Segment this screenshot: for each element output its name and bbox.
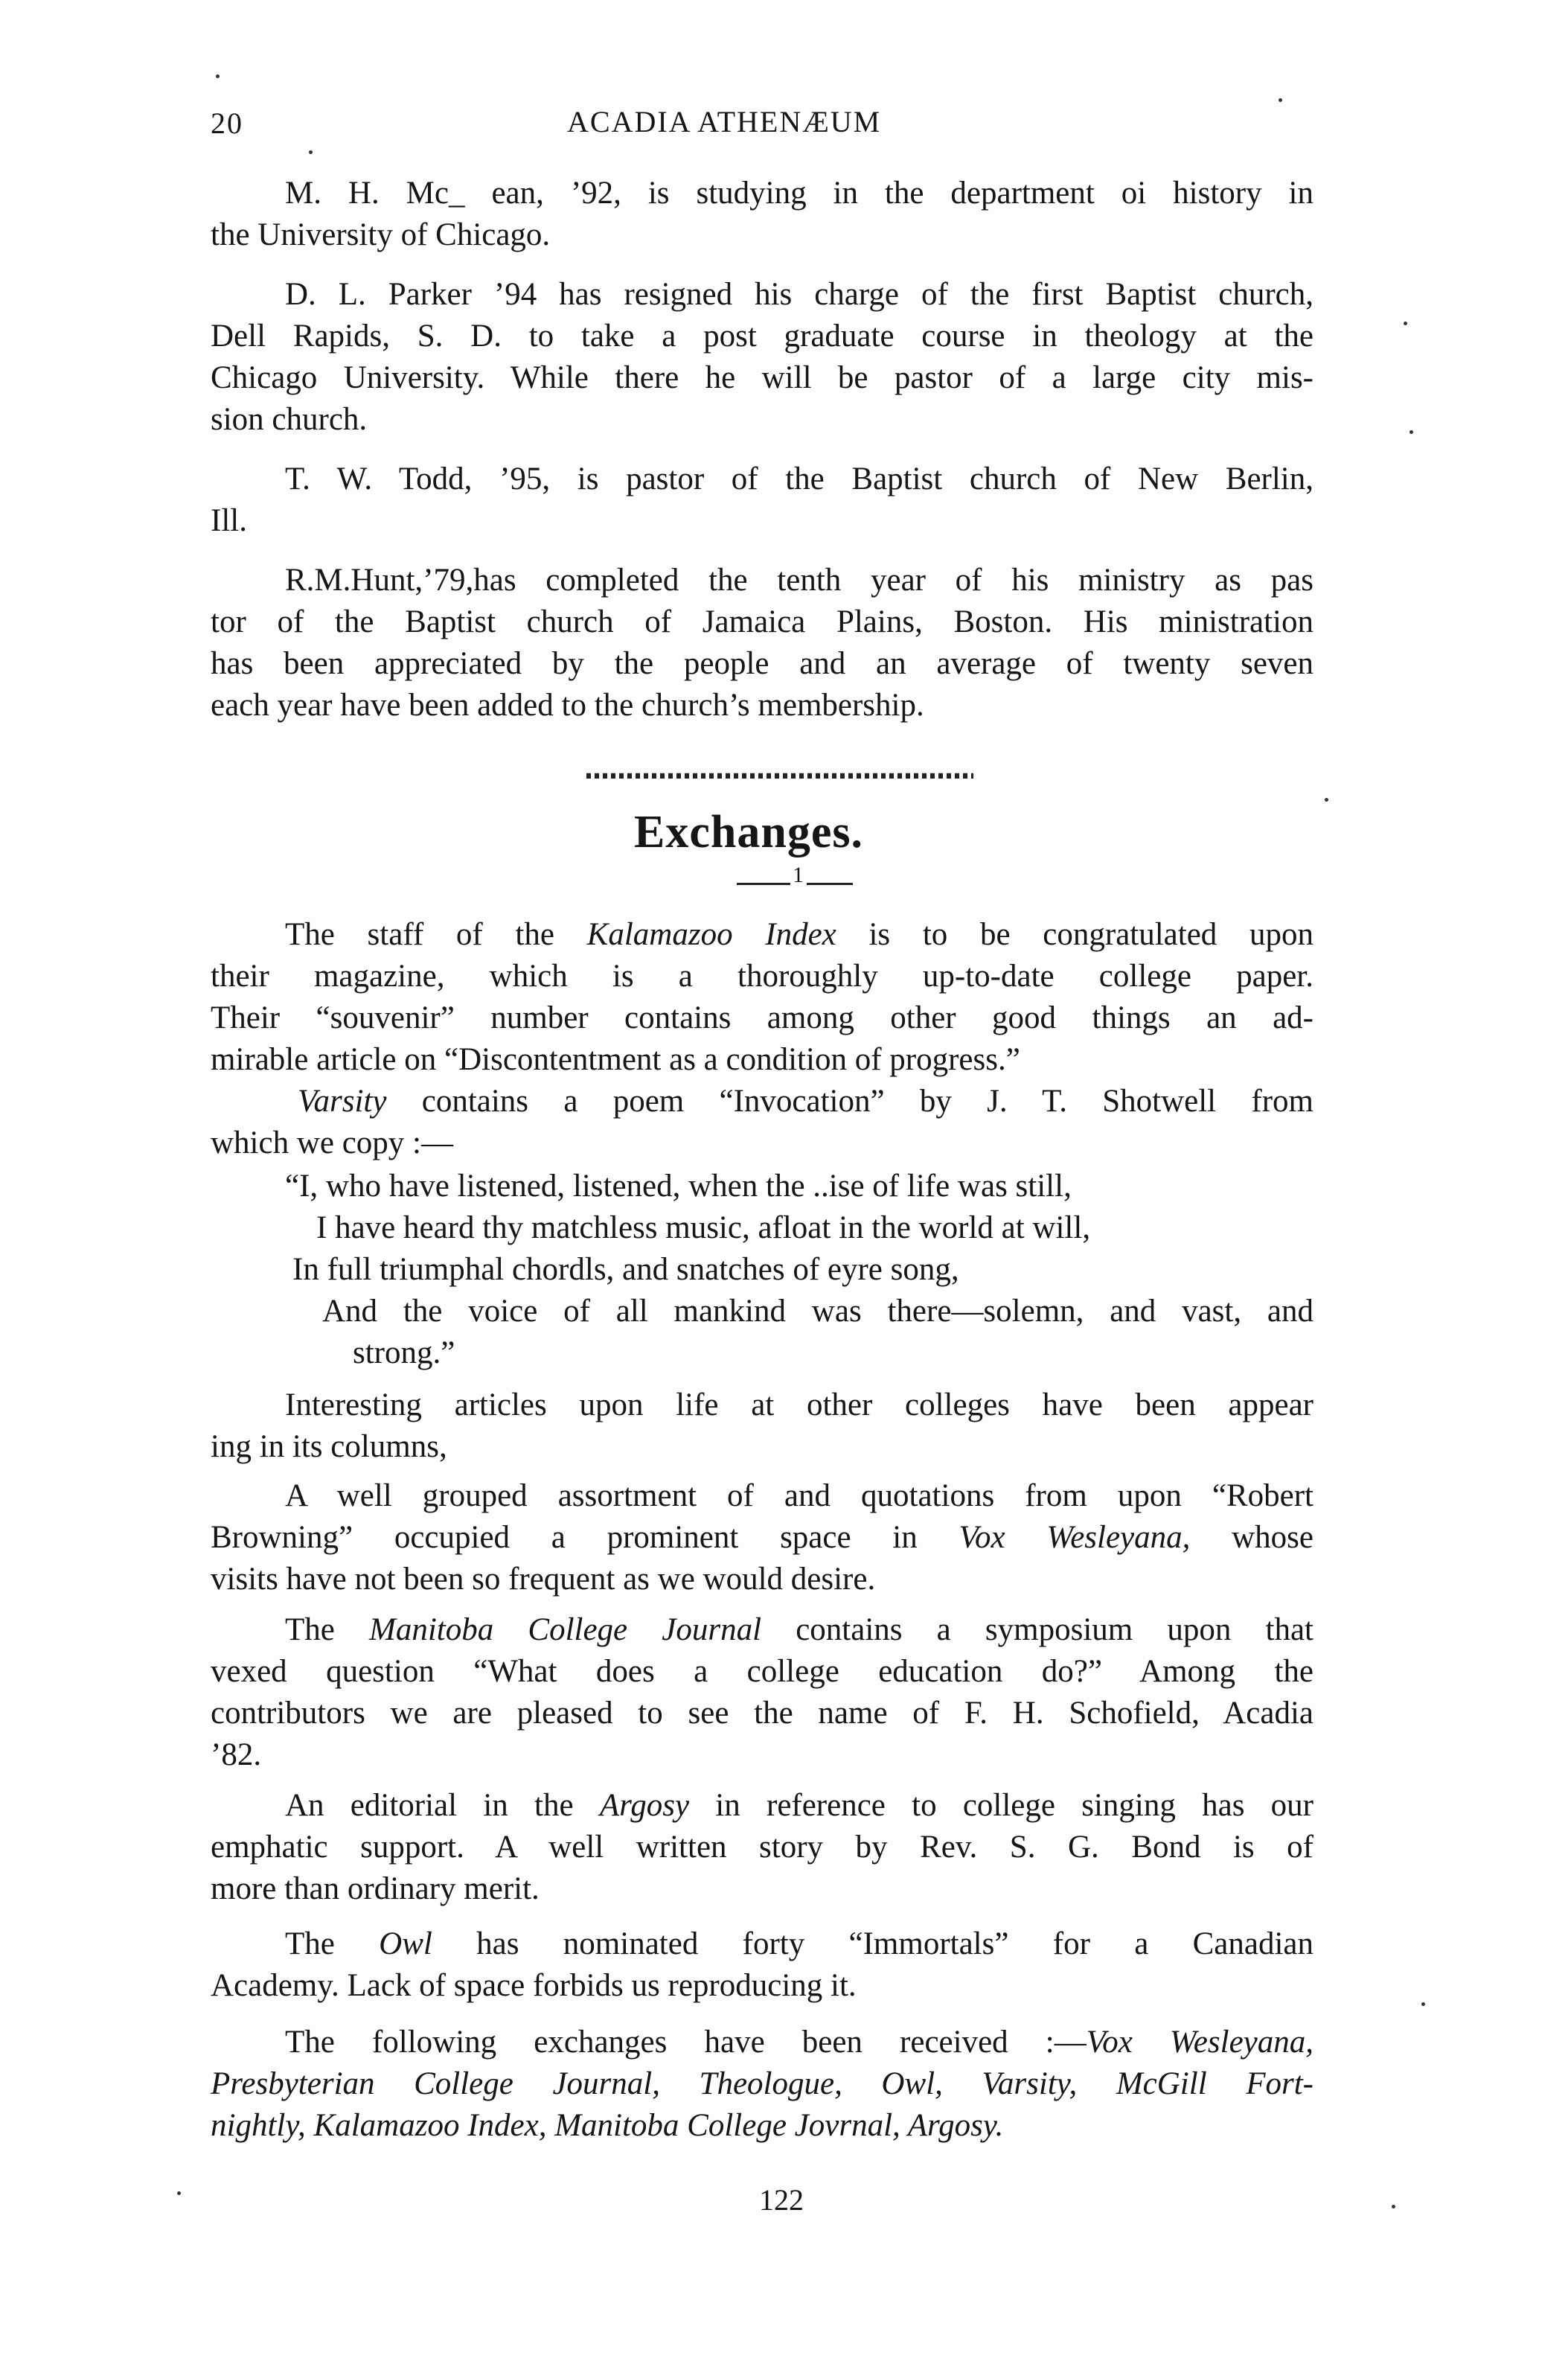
periodical-title: Manitoba College Journal <box>369 1612 762 1647</box>
scan-speck <box>1409 430 1413 434</box>
title-sub-mark: 1 <box>793 863 804 887</box>
text-line: each year have been added to the church’s membership. <box>211 688 924 723</box>
running-title: ACADIA ATHENÆUM <box>567 105 882 138</box>
title-rule-left <box>737 883 790 885</box>
text-line <box>211 2105 1003 2147</box>
text-line <box>211 2063 1313 2105</box>
text-line: T. W. Todd, ’95, is pastor of the Baptist church of New Berlin, <box>285 461 1313 496</box>
poem-line: And the voice of all mankind was there—solemn, and vast, and <box>322 1294 1313 1329</box>
poem-line: “I, who have listened, listened, when the ..ise of life was still, <box>285 1169 1072 1204</box>
scan-speck <box>1279 98 1282 102</box>
poem-line: strong.” <box>353 1335 455 1370</box>
text-line: R.M.Hunt,’79,has completed the tenth year of his ministry as pas <box>285 563 1313 598</box>
periodical-title: Varsity <box>298 1084 387 1119</box>
text-line: The Owl has nominated forty “Immortals” for a Canadian <box>285 1926 1313 1961</box>
section-title: Exchanges. <box>634 807 863 857</box>
scan-speck <box>1421 2002 1425 2006</box>
text-line: The staff of the Kalamazoo Index is to be congratulated upon <box>285 917 1313 952</box>
text-line: The following exchanges have been received :—Vox Wesleyana, <box>285 2025 1313 2060</box>
text-line: Their “souvenir” number contains among other good things an ad- <box>211 1000 1313 1035</box>
text-line: which we copy :— <box>211 1125 454 1160</box>
text-line: contributors we are pleased to see the name of F. H. Schofield, Acadia <box>211 1696 1313 1731</box>
periodical-title: Presbyterian College Journal, Theologue, Owl, Varsity, McGill Fort- <box>211 2066 1313 2101</box>
poem-line: I have heard thy matchless music, afloat in the world at will, <box>316 1210 1091 1245</box>
scan-speck <box>177 2191 181 2195</box>
text-line: Browning” occupied a prominent space in Vox Wesleyana, whose <box>211 1520 1314 1555</box>
text-line: ’82. <box>211 1737 262 1772</box>
text-line: Varsity contains a poem “Invocation” by J. T. Shotwell from <box>298 1084 1313 1119</box>
header-page-number: 20 <box>211 106 243 140</box>
text-line: vexed question “What does a college education do?” Among the <box>211 1654 1313 1689</box>
scan-speck <box>309 150 313 154</box>
periodical-title: Vox Wesleyana, <box>959 1520 1191 1555</box>
scan-speck <box>1404 322 1407 325</box>
text-line: The Manitoba College Journal contains a symposium upon that <box>285 1612 1314 1647</box>
title-rule-right <box>807 883 853 885</box>
text-line: sion church. <box>211 402 368 437</box>
text-line: their magazine, which is a thoroughly up-to-date college paper. <box>211 959 1313 994</box>
text-line: M. H. Mc_ ean, ’92, is studying in the department oi history in <box>285 176 1313 211</box>
scan-speck <box>1325 798 1328 802</box>
periodical-title: nightly, Kalamazoo Index, Manitoba College Jovrnal, Argosy. <box>211 2108 1004 2143</box>
scan-speck <box>216 74 220 78</box>
poem-line: In full triumphal chordls, and snatches of eyre song, <box>292 1252 959 1287</box>
text-line: Interesting articles upon life at other colleges have been appear <box>285 1387 1313 1422</box>
text-line: tor of the Baptist church of Jamaica Plains, Boston. His ministration <box>211 604 1313 639</box>
periodical-title: Owl <box>379 1926 432 1961</box>
text-line: Chicago University. While there he will be pastor of a large city mis- <box>211 360 1313 395</box>
text-line: more than ordinary merit. <box>211 1871 540 1906</box>
text-line: visits have not been so frequent as we would desire. <box>211 1562 876 1597</box>
text-line: the University of Chicago. <box>211 217 551 252</box>
text-line: Dell Rapids, S. D. to take a post graduate course in theology at the <box>211 319 1313 354</box>
text-line: ing in its columns, <box>211 1429 447 1464</box>
ornamental-divider <box>586 770 973 782</box>
periodical-title: Kalamazoo Index <box>586 917 836 952</box>
footer-page-number: 122 <box>759 2183 804 2217</box>
text-line: has been appreciated by the people and an average of twenty seven <box>211 646 1313 681</box>
periodical-title: Vox Wesleyana, <box>1086 2025 1313 2060</box>
text-line: emphatic support. A well written story by Rev. S. G. Bond is of <box>211 1830 1313 1865</box>
text-line: Ill. <box>211 503 247 538</box>
text-line: An editorial in the Argosy in reference to college singing has our <box>285 1788 1313 1823</box>
text-line: A well grouped assortment of and quotations from upon “Robert <box>285 1478 1313 1513</box>
scan-speck <box>1392 2205 1395 2208</box>
text-line: mirable article on “Discontentment as a condition of progress.” <box>211 1042 1020 1077</box>
text-line: Academy. Lack of space forbids us reproducing it. <box>211 1968 857 2003</box>
periodical-title: Argosy <box>599 1788 690 1823</box>
text-line: D. L. Parker ’94 has resigned his charge of the first Baptist church, <box>285 277 1313 312</box>
